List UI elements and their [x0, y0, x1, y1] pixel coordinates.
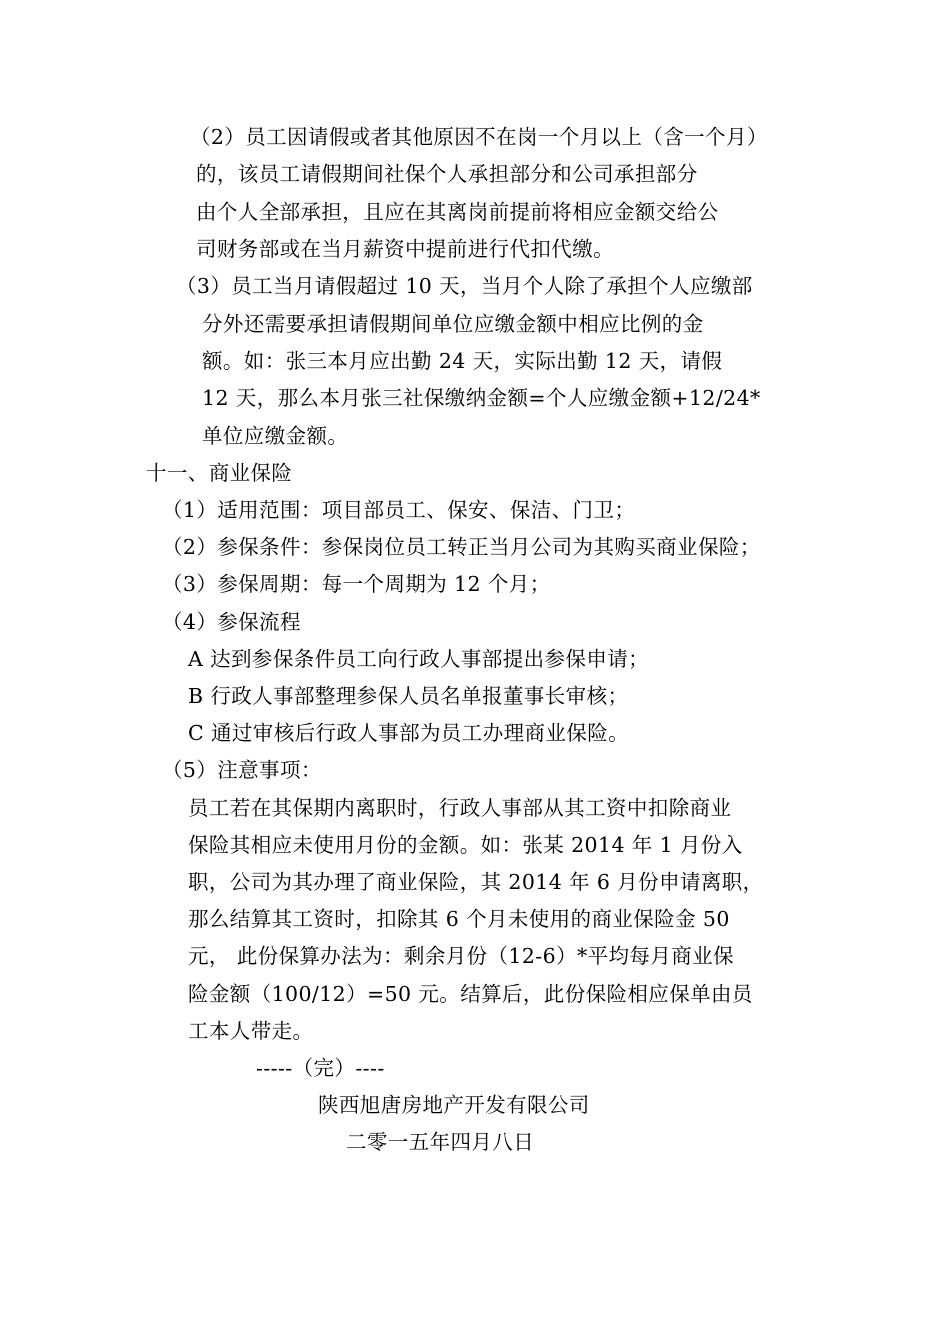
- company-name: 陕西旭唐房地产开发有限公司: [318, 1093, 590, 1117]
- item3-line-4: 12 天，那么本月张三社保缴纳金额=个人应缴金额+12/24*: [202, 386, 761, 410]
- step-c: C 通过审核后行政人事部为员工办理商业保险。: [188, 721, 630, 745]
- item2-line-4: 司财务部或在当月薪资中提前进行代扣代缴。: [196, 237, 614, 261]
- note-line-6: 险金额（100/12）=50 元。结算后，此份保险相应保单由员: [188, 982, 753, 1006]
- item3-line-3: 额。如：张三本月应出勤 24 天，实际出勤 12 天，请假: [202, 349, 723, 373]
- item3-line-1: （3）员工当月请假超过 10 天，当月个人除了承担个人应缴部: [176, 274, 753, 298]
- s11-item3: （3）参保周期：每一个周期为 12 个月；: [162, 572, 551, 596]
- note-line-7: 工本人带走。: [188, 1019, 314, 1043]
- s11-item2: （2）参保条件：参保岗位员工转正当月公司为其购买商业保险；: [162, 535, 761, 559]
- note-line-3: 职，公司为其办理了商业保险，其 2014 年 6 月份申请离职，: [188, 870, 764, 894]
- item2-line-2: 的，该员工请假期间社保个人承担部分和公司承担部分: [196, 162, 698, 186]
- item3-line-5: 单位应缴金额。: [202, 424, 349, 448]
- section-heading: 十一、商业保险: [146, 461, 293, 485]
- note-line-1: 员工若在其保期内离职时，行政人事部从其工资中扣除商业: [188, 796, 732, 820]
- item2-line-1: （2）员工因请假或者其他原因不在岗一个月以上（含一个月）: [190, 125, 768, 149]
- document-date: 二零一五年四月八日: [346, 1130, 535, 1154]
- s11-item4: （4）参保流程: [162, 610, 301, 634]
- step-b: B 行政人事部整理参保人员名单报董事长审核；: [188, 684, 629, 708]
- note-line-5: 元， 此份保算办法为：剩余月份（12-6）*平均每月商业保: [188, 944, 734, 968]
- note-line-2: 保险其相应未使用月份的金额。如：张某 2014 年 1 月份入: [188, 833, 743, 857]
- s11-item1: （1）适用范围：项目部员工、保安、保洁、门卫；: [162, 498, 636, 522]
- item2-line-3: 由个人全部承担，且应在其离岗前提前将相应金额交给公: [196, 200, 719, 224]
- step-a: A 达到参保条件员工向行政人事部提出参保申请；: [188, 647, 650, 671]
- s11-item5: （5）注意事项：: [162, 758, 322, 782]
- end-mark: -----（完）----: [256, 1056, 385, 1080]
- item3-line-2: 分外还需要承担请假期间单位应缴金额中相应比例的金: [202, 312, 704, 336]
- note-line-4: 那么结算其工资时，扣除其 6 个月未使用的商业保险金 50: [188, 907, 730, 931]
